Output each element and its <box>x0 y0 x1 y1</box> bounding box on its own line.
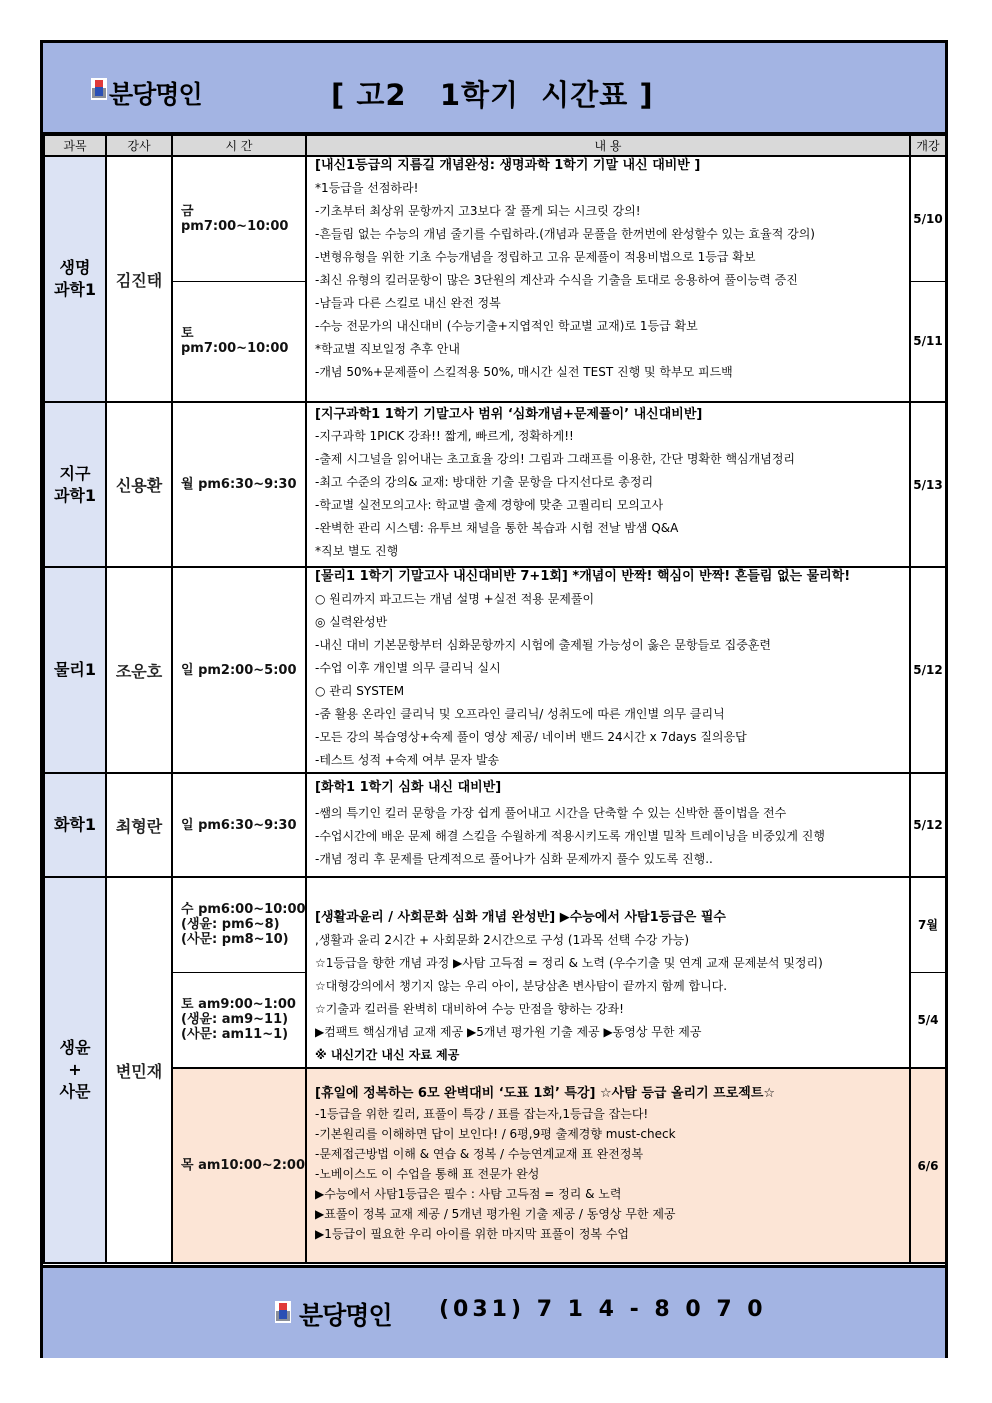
content-line: ※ 내신기간 내신 자료 제공 <box>315 1048 460 1062</box>
time-cell: 토 pm7:00~10:00 <box>172 281 306 402</box>
content-heading: [생활과윤리 / 사회문화 심화 개념 완성반] ▶수능에서 사탐1등급은 필수 <box>315 910 726 925</box>
teacher-cell: 신용환 <box>106 402 172 567</box>
content-line: -변형유형을 위한 기초 수능개념을 정립하고 고유 문제풀이 적용비법으로 1등급 확보 <box>315 250 756 264</box>
content-line: -최고 수준의 강의& 교재: 방대한 기출 문항을 다지선다로 총정리 <box>315 475 654 489</box>
subject-line: 과학1 <box>53 485 97 505</box>
content-cell <box>306 773 910 877</box>
content-line: *1등급을 선점하라! <box>315 181 419 195</box>
content-line: -문제접근방법 이해 & 연습 & 정복 / 수능연계교재 표 완전정복 <box>315 1147 644 1161</box>
column-header-row <box>44 135 946 156</box>
content-cell <box>306 156 910 402</box>
teacher-cell: 조운호 <box>106 567 172 773</box>
content-line: -수업시간에 배운 문제 해결 스킬을 수월하게 적용시키도록 개인별 밀착 트레이닝을 비중있게 진행 <box>315 829 825 843</box>
teacher-cell: 변민재 <box>106 877 172 1263</box>
time-line: (생윤: am9~11) <box>181 1012 289 1028</box>
time-cell: 목 am10:00~2:00 <box>172 1068 306 1263</box>
content-line: ,생활과 윤리 2시간 + 사회문화 2시간으로 구성 (1과목 선택 수강 가능) <box>315 933 690 947</box>
content-line: -수업 이후 개인별 의무 클리닉 실시 <box>315 661 501 675</box>
subject-line: 지구 <box>59 463 91 483</box>
content-heading: [휴일에 정복하는 6모 완벽대비 ‘도표 1회’ 특강] ☆사탐 등급 올리기 프로젝트☆ <box>315 1086 776 1101</box>
content-line: ◎ 실력완성반 <box>315 615 388 629</box>
content-line: -줌 활용 온라인 클리닉 및 오프라인 클리닉/ 성취도에 따른 개인별 의무 클리닉 <box>315 707 725 721</box>
content-heading: [내신1등급의 지름길 개념완성: 생명과학 1학기 기말 내신 대비반 ] <box>315 158 701 173</box>
content-line: -완벽한 관리 시스템: 유투브 채널을 통한 복습과 시험 전날 밤샘 Q&A <box>315 521 679 535</box>
content-line: *학교별 직보일정 추후 안내 <box>315 342 460 356</box>
content-line: ○ 원리까지 파고드는 개념 설명 +실전 적용 문제풀이 <box>315 592 595 606</box>
start-date-cell: 5/4 <box>910 972 946 1068</box>
content-line: -학교별 실전모의고사: 학교별 출제 경향에 맞춘 고퀄리티 모의고사 <box>315 498 664 512</box>
content-line: -쌤의 특기인 킬러 문항을 가장 쉽게 풀어내고 시간을 단축할 수 있는 신박한 풀이법을 전수 <box>315 806 787 820</box>
footer-brand-name: 분당명인 <box>299 1301 392 1330</box>
content-cell <box>306 567 910 773</box>
time-cell <box>172 972 306 1068</box>
table-row <box>44 773 946 877</box>
content-line: -흔들림 없는 수능의 개념 줄기를 수립하라.(개념과 문풀을 한꺼번에 완성할수 있는 효율적 강의) <box>315 227 815 241</box>
brand-logo-icon <box>275 1301 291 1323</box>
page-title: [ 고2 1학기 시간표 ] <box>331 78 654 112</box>
start-date-cell: 5/11 <box>910 281 946 402</box>
content-line: -테스트 성적 +숙제 여부 문자 발송 <box>315 753 500 767</box>
content-line: ▶1등급이 필요한 우리 아이를 위한 마지막 표풀이 정복 수업 <box>315 1227 629 1241</box>
content-line: -출제 시그널을 읽어내는 초고효율 강의! 그림과 그래프를 이용한, 간단 명확한 핵심개념정리 <box>315 452 796 466</box>
footer-band <box>43 1265 945 1358</box>
table-row <box>44 156 946 281</box>
timetable <box>43 134 947 1264</box>
content-cell <box>306 402 910 567</box>
content-cell <box>306 877 910 1068</box>
content-line: -최신 유형의 킬러문항이 많은 3단원의 계산과 수식을 기출을 토대로 응용하여 풀이능력 증진 <box>315 273 798 287</box>
content-line: ☆기출과 킬러를 완벽히 대비하여 수능 만점을 향하는 강좌! <box>315 1002 624 1016</box>
subject-line: 생명 <box>59 258 91 277</box>
phone-number: (031) 7 1 4 - 8 0 7 0 <box>439 1297 767 1322</box>
timetable-sheet <box>40 40 948 1358</box>
content-line: ▶표풀이 정복 교재 제공 / 5개년 평가원 기출 제공 / 동영상 무한 제공 <box>315 1207 676 1221</box>
subject-line: 생윤 <box>59 1038 91 1057</box>
col-content: 내 용 <box>306 135 910 156</box>
time-cell: 일 pm2:00~5:00 <box>172 567 306 773</box>
subject-cell: 화학1 <box>44 773 106 877</box>
content-line: ○ 관리 SYSTEM <box>315 684 405 698</box>
col-time: 시 간 <box>172 135 306 156</box>
content-line: ☆대형강의에서 챙기지 않는 우리 아이, 분당삼촌 변사탐이 끝까지 함께 합니다. <box>315 979 728 993</box>
content-line: ▶수능에서 사탐1등급은 필수 : 사탐 고득점 = 정리 & 노력 <box>315 1187 622 1201</box>
teacher-cell: 김진태 <box>106 156 172 402</box>
col-teacher: 강사 <box>106 135 172 156</box>
time-cell <box>172 877 306 972</box>
content-line: -내신 대비 기본문항부터 심화문항까지 시험에 출제될 가능성이 옳은 문항들로 집중훈련 <box>315 638 771 652</box>
subject-line: 과학1 <box>53 280 97 299</box>
content-heading: [지구과학1 1학기 기말고사 범위 ‘심화개념+문제풀이’ 내신대비반] <box>315 407 703 422</box>
subject-cell: 물리1 <box>44 567 106 773</box>
content-line: -기초부터 최상위 문항까지 고3보다 잘 풀게 되는 시크릿 강의! <box>315 204 641 218</box>
content-line: -노베이스도 이 수업을 통해 표 전문가 완성 <box>315 1167 540 1181</box>
start-date-cell: 7월 <box>910 877 946 972</box>
content-line: -지구과학 1PICK 강좌!! 짧게, 빠르게, 정확하게!! <box>315 429 574 443</box>
content-line: ▶컴팩트 핵심개념 교재 제공 ▶5개년 평가원 기출 제공 ▶동영상 무한 제공 <box>315 1025 702 1039</box>
time-cell: 일 pm6:30~9:30 <box>172 773 306 877</box>
content-line: -개념 정리 후 문제를 단계적으로 풀어나가 심화 문제까지 풀수 있도록 진행.. <box>315 852 713 866</box>
time-cell: 금 pm7:00~10:00 <box>172 156 306 281</box>
subject-cell <box>44 402 106 567</box>
content-line: -수능 전문가의 내신대비 (수능기출+지엽적인 학교별 교재)로 1등급 확보 <box>315 319 698 333</box>
start-date-cell: 6/6 <box>910 1068 946 1263</box>
start-date-cell: 5/12 <box>910 567 946 773</box>
start-date-cell: 5/12 <box>910 773 946 877</box>
subject-line: + <box>68 1060 82 1079</box>
subject-cell <box>44 156 106 402</box>
content-heading: [물리1 1학기 기말고사 내신대비반 7+1회] *개념이 반짝! 핵심이 반짝! 흔들림 없는 물리학! <box>315 569 851 584</box>
col-start-date: 개강 <box>910 135 946 156</box>
start-date-cell: 5/10 <box>910 156 946 281</box>
subject-cell <box>44 877 106 1263</box>
col-subject: 과목 <box>44 135 106 156</box>
time-line: 토 am9:00~1:00 <box>181 997 296 1013</box>
teacher-cell: 최형란 <box>106 773 172 877</box>
content-line: -모든 강의 복습영상+숙제 풀이 영상 제공/ 네이버 밴드 24시간 x 7days 질의응답 <box>315 730 747 744</box>
content-line: *직보 별도 진행 <box>315 544 399 558</box>
content-line: -1등급을 위한 킬러, 표풀이 특강 / 표를 잡는자,1등급을 잡는다! <box>315 1107 649 1121</box>
brand-name: 분당명인 <box>109 80 202 109</box>
table-row-special <box>44 1068 946 1263</box>
table-row <box>44 567 946 773</box>
brand-logo-icon <box>91 78 107 100</box>
time-line: (생윤: pm6~8) <box>181 917 280 933</box>
time-line: 수 pm6:00~10:00 <box>181 902 306 918</box>
content-heading: [화학1 1학기 심화 내신 대비반] <box>315 780 502 795</box>
content-line: ☆1등급을 향한 개념 과정 ▶사탐 고득점 = 정리 & 노력 (우수기출 및 연계 교재 문제분석 및정리) <box>315 956 823 970</box>
header-band <box>43 43 945 134</box>
start-date-cell: 5/13 <box>910 402 946 567</box>
table-row <box>44 402 946 567</box>
time-line: (사문: pm8~10) <box>181 932 289 948</box>
content-line: -개념 50%+문제풀이 스킬적용 50%, 매시간 실전 TEST 진행 및 학부모 피드백 <box>315 365 733 379</box>
content-line: -남들과 다른 스킬로 내신 완전 정복 <box>315 296 501 310</box>
time-cell: 월 pm6:30~9:30 <box>172 402 306 567</box>
special-content-cell <box>306 1068 910 1263</box>
subject-line: 사문 <box>59 1082 91 1101</box>
time-line: (사문: am11~1) <box>181 1027 289 1043</box>
table-row <box>44 877 946 972</box>
content-line: -기본원리를 이해하면 답이 보인다! / 6평,9평 출제경향 must-check <box>315 1127 676 1141</box>
